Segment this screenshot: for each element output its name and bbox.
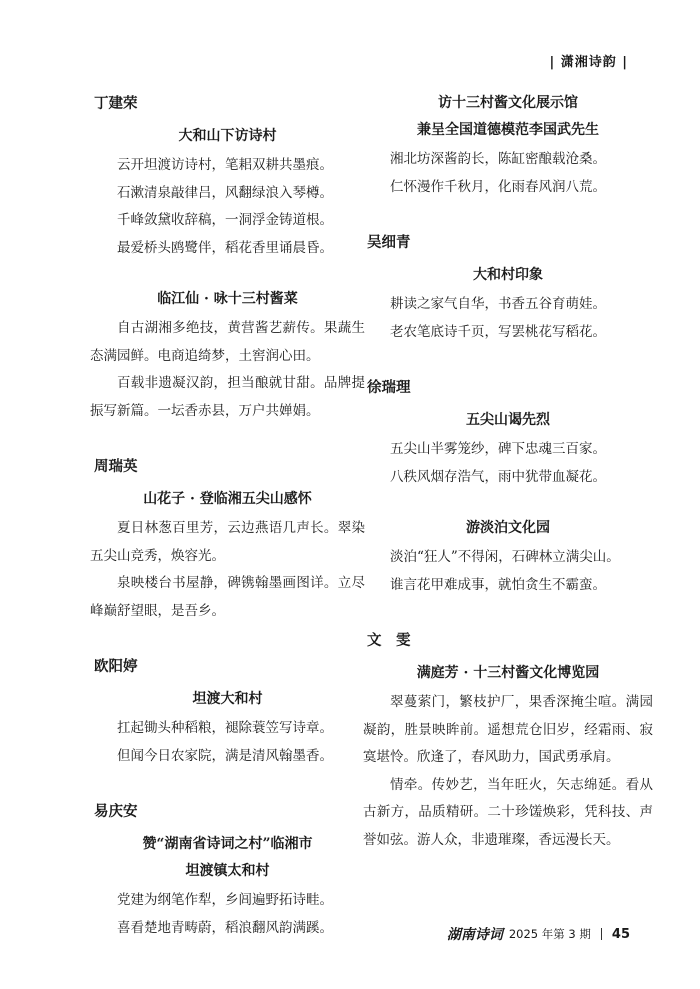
poem-title: 赞“湖南省诗词之村”临湘市 — [142, 836, 313, 852]
poem-subtitle: 兼呈全国道德模范李国武先生 — [417, 122, 599, 138]
poem-title: 大和山下访诗村 — [178, 128, 277, 144]
author-name: 易庆安 — [94, 804, 138, 820]
poem-line: 喜看楚地青畴蔚，稻浪翻风韵满蹊。 — [117, 919, 333, 936]
author-name: 欧阳婷 — [94, 659, 138, 675]
poem-line: 情牵。传妙艺，当年旺火，矢志绵延。看从古新方，品质精研。二十珍馐焕彩，凭科技、声誉如弦。游人众，非遗璀璨，香远漫长天。 — [363, 776, 653, 848]
poem-line: 耕读之家气自华，书香五谷育萌娃。 — [390, 296, 606, 312]
poem-title: 山花子 · 登临湘五尖山感怀 — [143, 491, 312, 507]
issue-label: 2025 年第 3 期 — [508, 927, 591, 941]
poem-line: 百载非遗凝汉韵，担当酿就甘甜。品牌提振写新篇。一坛香赤县，万户共婵娟。 — [90, 375, 365, 419]
poem-line: 湘北坊深酱韵长，陈缸密酿载沧桑。 — [390, 151, 606, 167]
poem-line: 扛起锄头种稻粮，褪除蓑笠写诗章。 — [117, 720, 333, 736]
poem-line: 淡泊“狂人”不得闲，石碑林立满尖山。 — [390, 549, 620, 565]
right-column — [363, 92, 653, 854]
poem-line: 五尖山半雾笼纱，碑下忠魂三百家。 — [390, 441, 606, 457]
poem-title: 访十三村酱文化展示馆 — [438, 95, 578, 111]
poem-title: 坦渡大和村 — [192, 691, 263, 707]
poem-title: 游淡泊文化园 — [466, 520, 550, 536]
section-label: | 潇湘诗韵 | — [549, 55, 628, 70]
author-name: 徐瑞理 — [367, 380, 411, 396]
left-column — [90, 92, 365, 942]
poem-line: 八秩风烟存浩气，雨中犹带血凝花。 — [390, 468, 606, 485]
footer-divider — [601, 928, 602, 940]
page-footer — [447, 924, 630, 944]
poem-line: 老农笔底诗千页，写罢桃花写稻花。 — [390, 323, 606, 340]
poem-subtitle: 坦渡镇太和村 — [185, 863, 270, 879]
poem-line: 泉映楼台书屋静，碑镌翰墨画图详。立尽峰巅舒望眼，是吾乡。 — [90, 575, 365, 619]
poem-line: 千峰敛黛收辞稿，一洞浮金铸道根。 — [117, 212, 333, 228]
author-name: 文 雯 — [367, 633, 411, 649]
magazine-logo: 湖南诗词 — [446, 927, 503, 943]
poem-line: 谁言花甲难成事，就怕贪生不霸蛮。 — [390, 576, 606, 593]
poem-line: 夏日林葱百里芳，云边燕语几声长。翠染五尖山竞秀，焕容光。 — [90, 520, 365, 564]
author-name: 丁建荣 — [94, 96, 138, 112]
poem-title: 大和村印象 — [473, 267, 543, 283]
poem-line: 仁怀漫作千秋月，化雨春风润八荒。 — [390, 178, 606, 195]
poem-title: 五尖山谒先烈 — [466, 412, 550, 428]
poem-title: 满庭芳 · 十三村酱文化博览园 — [416, 665, 600, 681]
author-name: 吴细青 — [367, 235, 411, 251]
poem-line: 自古湖湘多绝技，黄营酱艺薪传。果蔬生态满园鲜。电商追绮梦，土窖润心田。 — [90, 320, 365, 364]
poem-line: 石漱清泉敲律吕，风翻绿浪入琴樽。 — [117, 184, 333, 201]
poem-line: 党建为纲笔作犁，乡闾遍野拓诗畦。 — [117, 892, 333, 908]
poem-line: 翠蔓萦门，繁枝护厂，果香深掩尘喧。满园凝韵，胜景映眸前。遥想荒仓旧岁，经霜雨、寂寞堪怜。欣逢了，春风助力，国武勇承肩。 — [363, 694, 653, 765]
poem-line: 云开坦渡访诗村，笔耜双耕共墨痕。 — [117, 157, 333, 173]
page-number: 45 — [611, 926, 630, 942]
poem-line: 但闻今日农家院，满是清风翰墨香。 — [117, 747, 333, 764]
poem-line: 最爱桥头鸥鹭伴，稻花香里诵晨昏。 — [117, 239, 333, 256]
author-name: 周瑞英 — [94, 459, 138, 475]
poem-title: 临江仙 · 咏十三村酱菜 — [157, 291, 298, 307]
